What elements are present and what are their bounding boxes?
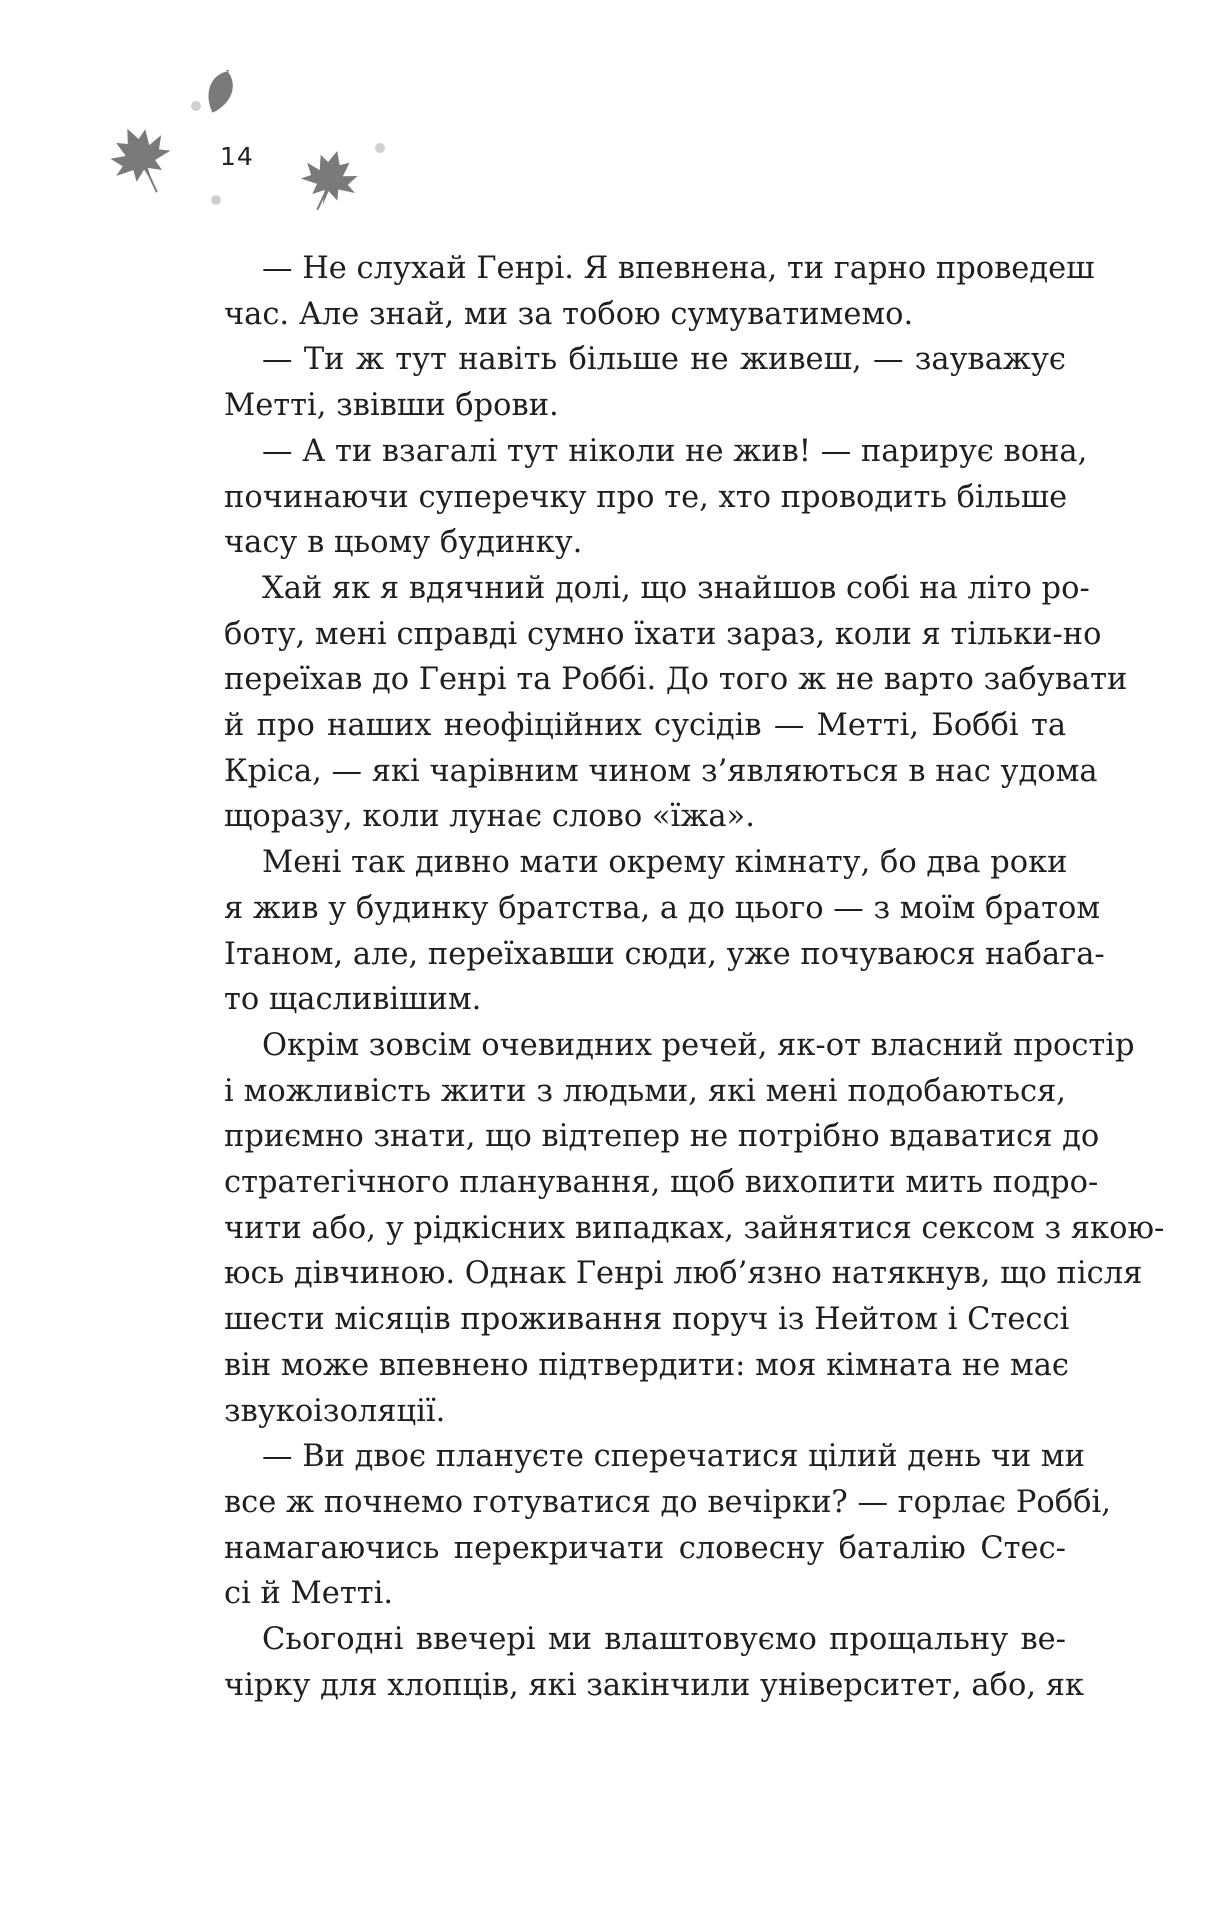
text-line: — Не слухай Генрі. Я впевнена, ти гарно проведеш (262, 251, 1095, 286)
text-line: починаючи суперечку про те, хто проводить більше (224, 479, 1068, 515)
text-line: часу в цьому будинку. (224, 525, 583, 561)
text-line: шести місяців проживання поруч із Нейтом і Стессі (224, 1302, 1070, 1338)
paragraph (224, 337, 1066, 428)
text-line: Мені так дивно мати окрему кімнату, бо два роки (262, 845, 1068, 881)
paragraph (224, 1434, 1111, 1617)
text-line: — А ти взагалі тут ніколи не жив! — парирує вона, (262, 433, 1088, 469)
text-line: — Ви двоє плануєте сперечатися цілий день чи ми (262, 1439, 1085, 1475)
text-line: щоразу, коли лунає слово «їжа». (224, 799, 755, 835)
text-line: стратегічного планування, щоб вихопити мить подро- (224, 1165, 1099, 1201)
text-line: він може впевнено підтвердити: моя кімната не має (224, 1347, 1069, 1383)
header-ornament (110, 70, 410, 220)
paragraph (224, 246, 1095, 337)
paragraph (224, 429, 1088, 566)
text-line: чірку для хлопців, які закінчили університет, або, як (224, 1667, 1085, 1703)
body-text (224, 246, 1165, 1709)
text-line: боту, мені справді сумно їхати зараз, коли я тільки-но (224, 616, 1102, 652)
paragraph (224, 840, 1105, 1023)
decor-dot (211, 195, 221, 205)
paragraph (224, 1023, 1165, 1434)
birch-leaf-icon (202, 70, 242, 117)
maple-leaf-icon (294, 144, 364, 218)
text-line: й про наших неофіційних сусідів — Метті, Боббі та (224, 708, 1066, 744)
maple-leaf-icon (110, 116, 184, 205)
paragraph (224, 566, 1128, 840)
text-line: і можливість жити з людьми, які мені подобаються, (224, 1073, 1066, 1109)
text-line: Хай як я вдячний долі, що знайшов собі на літо ро- (262, 570, 1090, 606)
page-number: 14 (220, 142, 254, 171)
decor-dot (375, 143, 385, 153)
text-line: приємно знати, що відтепер не потрібно вдаватися до (224, 1119, 1100, 1155)
text-line: намагаючись перекричати словесну баталію Стес- (224, 1530, 1066, 1566)
text-line: то щасливішим. (224, 982, 482, 1018)
paragraph (224, 1617, 1085, 1708)
text-line: чити або, у рідкісних випадках, зайнятися сексом з якою- (224, 1210, 1165, 1246)
text-line: час. Але знай, ми за тобою сумуватимемо. (224, 296, 914, 332)
text-line: я жив у будинку братства, а до цього — з моїм братом (224, 890, 1101, 926)
text-line: звукоізоляції. (224, 1393, 446, 1429)
text-line: сі й Метті. (224, 1576, 394, 1612)
text-line: — Ти ж тут навіть більше не живеш, — зауважує (262, 342, 1066, 378)
text-line: Ітаном, але, переїхавши сюди, уже почуваюся набага- (224, 936, 1105, 972)
text-line: Окрім зовсім очевидних речей, як-от власний простір (262, 1027, 1135, 1063)
text-line: Сьогодні ввечері ми влаштовуємо прощальну ве- (262, 1622, 1066, 1658)
text-line: Метті, звівши брови. (224, 388, 559, 424)
text-line: переїхав до Генрі та Роббі. До того ж не варто забувати (224, 662, 1128, 698)
text-line: Кріса, — які чарівним чином з’являються в нас удома (224, 753, 1098, 789)
decor-dot (191, 101, 201, 111)
text-line: юсь дівчиною. Однак Генрі люб’язно натякнув, що після (224, 1256, 1143, 1292)
text-line: все ж почнемо готуватися до вечірки? — горлає Роббі, (224, 1484, 1111, 1520)
